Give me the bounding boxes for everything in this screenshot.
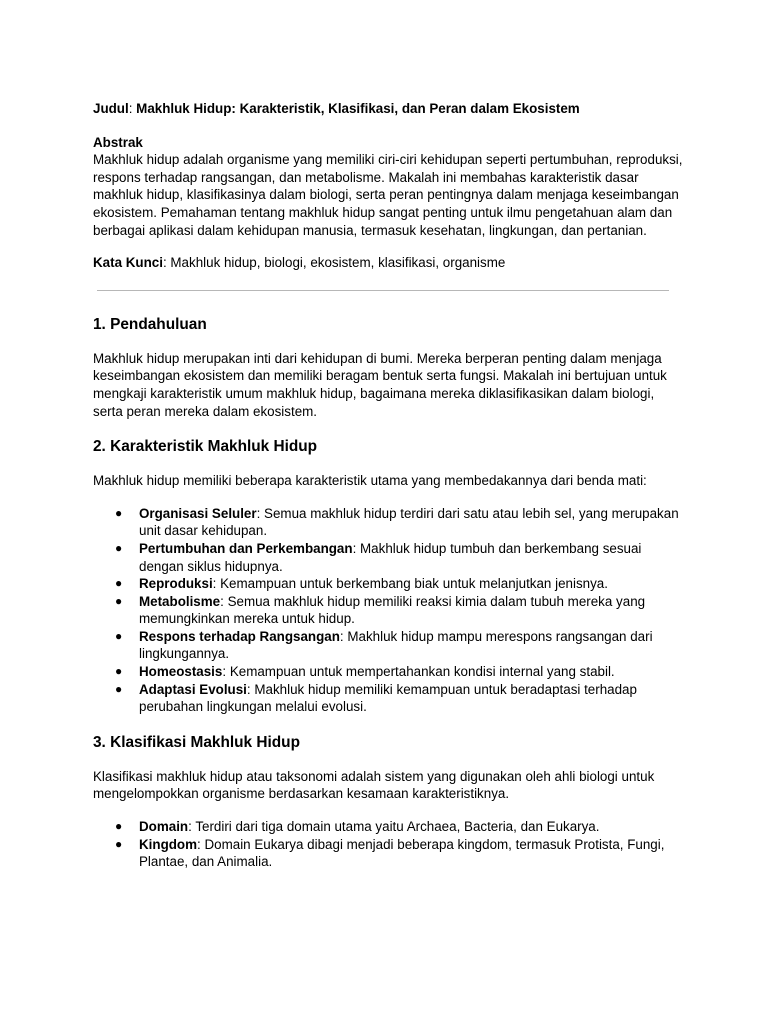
list-item-term: Organisasi Seluler [139, 505, 257, 521]
keywords-label: Kata Kunci [93, 255, 163, 271]
list-item: ● Reproduksi: Kemampuan untuk berkembang biak untuk melanjutkan jenisnya. [115, 576, 608, 592]
section-body-pendahuluan: Makhluk hidup merupakan inti dari kehidupan di bumi. Mereka berperan penting dalam menjaga keseimbangan ekosistem dan memiliki beragam bentuk serta fungsi. Makalah ini bertujuan untuk mengkaji karakteristik umum makhluk hidup, bagaimana mereka diklasifikasikan dalam biologi, serta peran mereka dalam ekosistem. [93, 350, 667, 419]
list-item-desc: Makhluk hidup mampu merespons rangsangan dari lingkungannya. [139, 628, 653, 662]
list-item-term: Adaptasi Evolusi [139, 681, 247, 697]
list-item-term: Domain [139, 819, 189, 835]
list-item: ● Organisasi Seluler: Semua makhluk hidup terdiri dari satu atau lebih sel, yang merupakan unit dasar kehidupan. [115, 505, 679, 539]
list-item-desc: Kemampuan untuk mempertahankan kondisi internal yang stabil. [229, 664, 615, 680]
bullet-icon: ● [115, 819, 123, 834]
title-text: Makhluk Hidup: Karakteristik, Klasifikasi, dan Peran dalam Ekosistem [136, 101, 580, 116]
list-item: ● Kingdom: Domain Eukarya dibagi menjadi beberapa kingdom, termasuk Protista, Fungi, Plantae, dan Animalia. [115, 836, 665, 870]
horizontal-divider [97, 290, 669, 291]
section-heading-klasifikasi: 3. Klasifikasi Makhluk Hidup [93, 733, 300, 751]
document-page [93, 100, 683, 871]
list-item: ● Homeostasis: Kemampuan untuk mempertahankan kondisi internal yang stabil. [115, 664, 615, 680]
section-body-karakteristik: Makhluk hidup memiliki beberapa karakteristik utama yang membedakannya dari benda mati: [93, 473, 647, 489]
list-item: ● Respons terhadap Rangsangan: Makhluk hidup mampu merespons rangsangan dari lingkungannya. [115, 628, 653, 662]
list-item: ● Pertumbuhan dan Perkembangan: Makhluk hidup tumbuh dan berkembang sesuai dengan siklus hidupnya. [115, 540, 642, 574]
list-item-term: Homeostasis [139, 664, 223, 680]
list-item-desc: Kemampuan untuk berkembang biak untuk melanjutkan jenisnya. [220, 576, 608, 592]
bullet-icon: ● [115, 593, 123, 608]
section-body-klasifikasi: Klasifikasi makhluk hidup atau taksonomi adalah sistem yang digunakan oleh ahli biologi untuk mengelompokkan organisme berdasarkan kesamaan karakteristiknya. [93, 768, 655, 802]
section-heading-karakteristik: 2. Karakteristik Makhluk Hidup [93, 438, 318, 456]
bullet-icon: ● [115, 628, 123, 643]
list-item-term: Kingdom [139, 836, 198, 852]
bullet-icon: ● [115, 836, 123, 851]
bullet-icon: ● [115, 505, 123, 520]
list-item: ● Metabolisme: Semua makhluk hidup memiliki reaksi kimia dalam tubuh mereka yang memungkinkan mereka untuk hidup. [115, 593, 646, 627]
list-item-term: Metabolisme [139, 593, 221, 609]
karakteristik-list [93, 505, 683, 716]
list-item-desc: Terdiri dari tiga domain utama yaitu Archaea, Bacteria, dan Eukarya. [195, 819, 600, 835]
list-item-desc: Makhluk hidup tumbuh dan berkembang sesuai dengan siklus hidupnya. [139, 540, 642, 574]
title-label: Judul [93, 101, 129, 116]
keywords-text: Makhluk hidup, biologi, ekosistem, klasifikasi, organisme [170, 255, 506, 271]
list-item-term: Respons terhadap Rangsangan [139, 628, 340, 644]
section-heading-pendahuluan: 1. Pendahuluan [93, 315, 207, 333]
abstract-body: Makhluk hidup adalah organisme yang memiliki ciri-ciri kehidupan seperti pertumbuhan, reproduksi, respons terhadap rangsangan, dan metabolisme. Makalah ini membahas karakteristik dasar makhluk hidup, klasifikasinya dalam biologi, serta peran pentingnya dalam menjaga keseimbangan ekosistem. Pemahaman tentang makhluk hidup sangat penting untuk ilmu pengetahuan alam dan berbagai aplikasi dalam kehidupan manusia, termasuk kesehatan, lingkungan, dan pertanian. [93, 152, 683, 238]
list-item-desc: Semua makhluk hidup terdiri dari satu atau lebih sel, yang merupakan unit dasar kehidupan. [139, 505, 679, 539]
list-item-term: Reproduksi [139, 576, 213, 592]
list-item-desc: Semua makhluk hidup memiliki reaksi kimia dalam tubuh mereka yang memungkinkan mereka untuk hidup. [139, 593, 646, 627]
bullet-icon: ● [115, 540, 123, 555]
bullet-icon: ● [115, 576, 123, 591]
klasifikasi-list [93, 818, 683, 871]
keywords-line: Kata Kunci: Makhluk hidup, biologi, ekosistem, klasifikasi, organisme [93, 255, 506, 271]
document-title: Judul: Makhluk Hidup: Karakteristik, Klasifikasi, dan Peran dalam Ekosistem [93, 101, 580, 116]
list-item-desc: Makhluk hidup memiliki kemampuan untuk beradaptasi terhadap perubahan lingkungan melalui evolusi. [139, 681, 637, 715]
bullet-icon: ● [115, 664, 123, 679]
bullet-icon: ● [115, 681, 123, 696]
list-item: ● Domain: Terdiri dari tiga domain utama yaitu Archaea, Bacteria, dan Eukarya. [115, 819, 600, 835]
list-item-desc: Domain Eukarya dibagi menjadi beberapa kingdom, termasuk Protista, Fungi, Plantae, dan Animalia. [139, 836, 665, 870]
list-item-term: Pertumbuhan dan Perkembangan [139, 540, 353, 556]
abstract-heading: Abstrak [93, 134, 143, 150]
list-item: ● Adaptasi Evolusi: Makhluk hidup memiliki kemampuan untuk beradaptasi terhadap perubahan lingkungan melalui evolusi. [115, 681, 637, 715]
